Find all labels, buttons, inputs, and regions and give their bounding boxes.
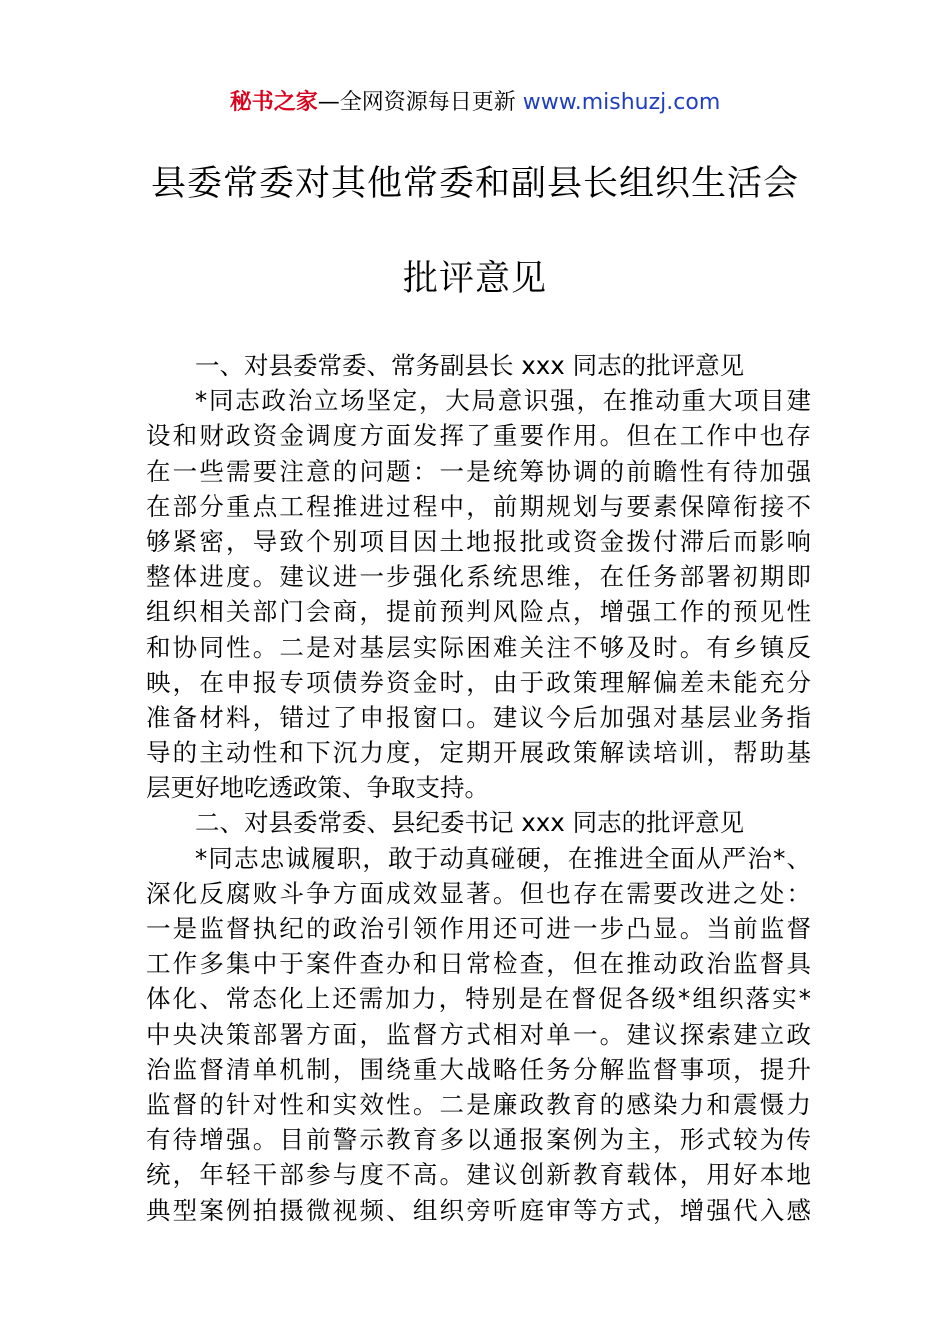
paragraph-line: 够紧密，导致个别项目因土地报批或资金拨付滞后而影响 bbox=[146, 526, 811, 556]
paragraph-line: 映，在申报专项债券资金时，由于政策理解偏差未能充分 bbox=[146, 667, 811, 697]
paragraph-line: 中央决策部署方面，监督方式相对单一。建议探索建立政 bbox=[146, 1019, 811, 1049]
header-tagline: 全网资源每日更新 bbox=[339, 90, 523, 115]
paragraph-line: 在一些需要注意的问题：一是统筹协调的前瞻性有待加强 bbox=[146, 456, 811, 486]
paragraph-line: 监督的针对性和实效性。二是廉政教育的感染力和震慑力 bbox=[146, 1089, 811, 1119]
document-title-line-2: 批评意见 bbox=[402, 259, 547, 299]
section-heading: 二、对县委常委、县纪委书记 xxx 同志的批评意见 bbox=[195, 808, 745, 838]
paragraph-line: 体化、常态化上还需加力，特别是在督促各级*组织落实* bbox=[146, 984, 811, 1014]
paragraph-line: 一是监督执纪的政治引领作用还可进一步凸显。当前监督 bbox=[146, 914, 811, 943]
paragraph-line: 和协同性。二是对基层实际困难关注不够及时。有乡镇反 bbox=[146, 632, 811, 662]
paragraph-line: *同志政治立场坚定，大局意识强，在推动重大项目建 bbox=[195, 386, 811, 416]
paragraph-line: *同志忠诚履职，敢于动真碰硬，在推进全面从严治*、 bbox=[195, 843, 811, 873]
paragraph-line: 统，年轻干部参与度不高。建议创新教育载体，用好本地 bbox=[146, 1160, 811, 1190]
paragraph-line: 设和财政资金调度方面发挥了重要作用。但在工作中也存 bbox=[146, 421, 811, 451]
site-header bbox=[0, 88, 950, 118]
document-title-line-1: 县委常委对其他常委和副县长组织生活会 bbox=[150, 164, 799, 204]
paragraph-line: 在部分重点工程推进过程中，前期规划与要素保障衔接不 bbox=[146, 491, 811, 521]
paragraph-line: 整体进度。建议进一步强化系统思维，在任务部署初期即 bbox=[146, 562, 811, 592]
paragraph-line: 准备材料，错过了申报窗口。建议今后加强对基层业务指 bbox=[146, 702, 811, 732]
brand-name: 秘书之家 bbox=[229, 90, 318, 115]
paragraph-line: 组织相关部门会商，提前预判风险点，增强工作的预见性 bbox=[146, 597, 811, 627]
paragraph-line: 治监督清单机制，围绕重大战略任务分解监督事项，提升 bbox=[146, 1054, 811, 1084]
paragraph-line: 导的主动性和下沉力度，定期开展政策解读培训，帮助基 bbox=[146, 738, 811, 768]
paragraph-line: 典型案例拍摄微视频、组织旁听庭审等方式，增强代入感 bbox=[146, 1195, 811, 1225]
document-body bbox=[146, 348, 811, 1228]
header-separator: — bbox=[317, 90, 340, 115]
section-heading: 一、对县委常委、常务副县长 xxx 同志的批评意见 bbox=[195, 351, 745, 380]
paragraph-line: 有待增强。目前警示教育多以通报案例为主，形式较为传 bbox=[146, 1125, 811, 1155]
paragraph-line: 层更好地吃透政策、争取支持。 bbox=[146, 773, 489, 803]
site-url-link[interactable]: www.mishuzj.com bbox=[522, 90, 721, 115]
paragraph-line: 工作多集中于案件查办和日常检查，但在推动政治监督具 bbox=[146, 949, 811, 979]
paragraph-line: 深化反腐败斗争方面成效显著。但也存在需要改进之处： bbox=[146, 878, 811, 908]
